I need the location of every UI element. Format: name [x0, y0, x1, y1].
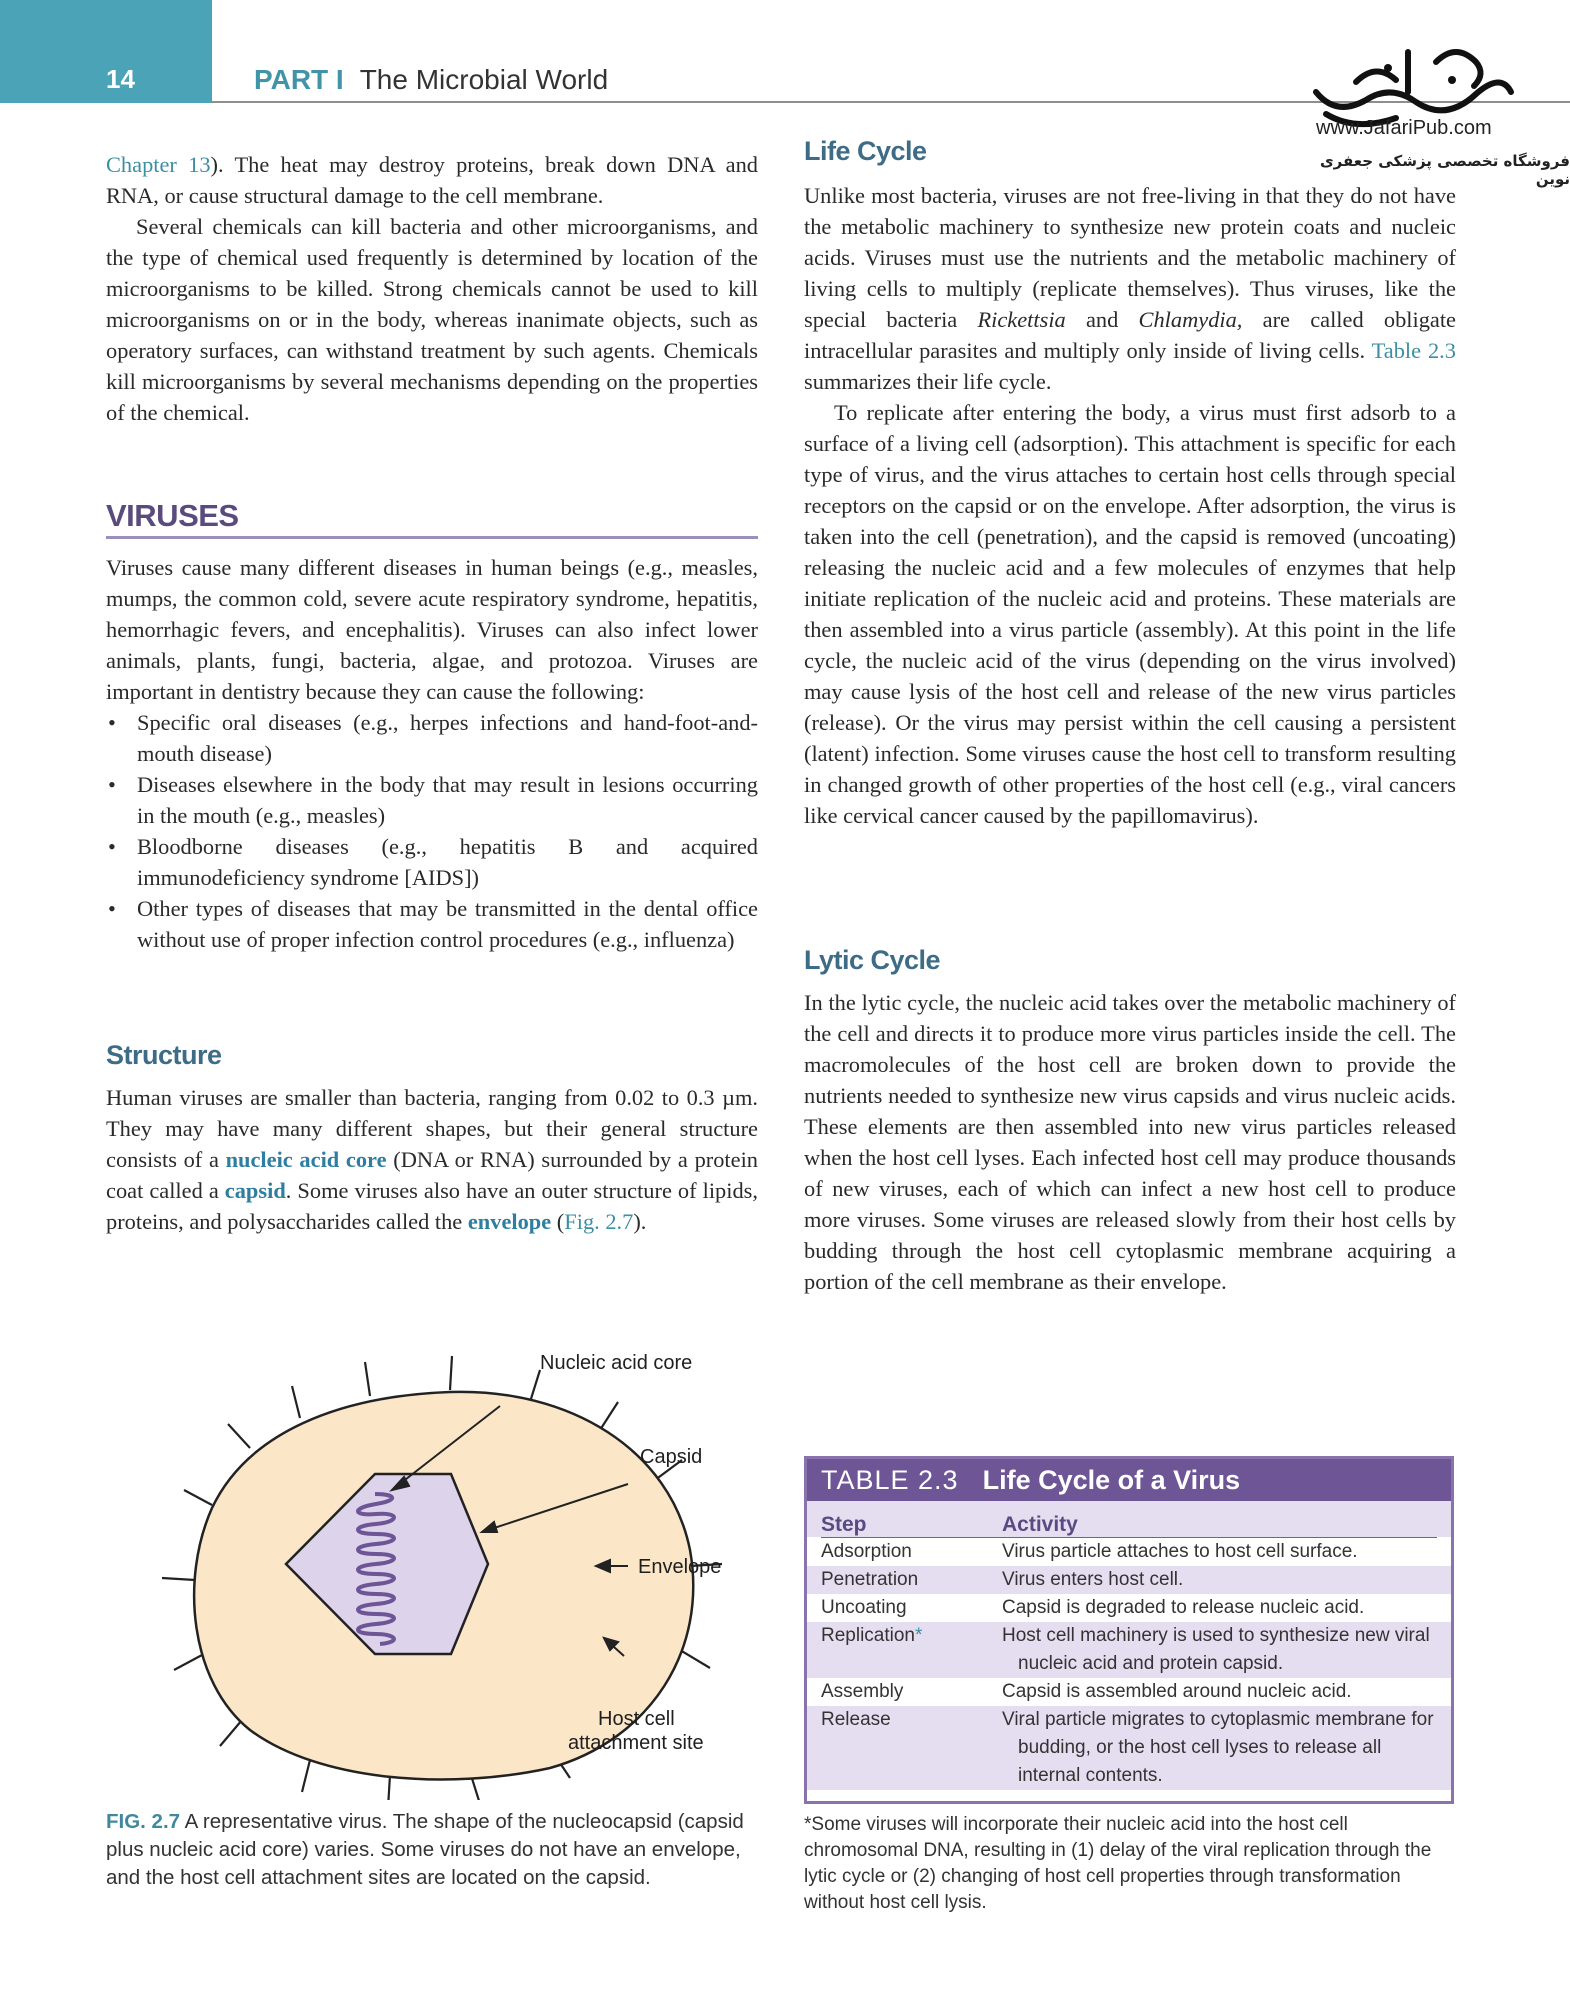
subheading-lytic-cycle: Lytic Cycle: [804, 945, 941, 975]
site-url: www.JafariPub.com: [1316, 117, 1492, 139]
table-row: Release Viral particle migrates to cytoplasmic membrane for budding, or the host cell lyses to release all internal contents.: [807, 1706, 1451, 1790]
page-number: 14: [106, 64, 135, 94]
running-head: [254, 64, 608, 96]
table-title: Life Cycle of a Virus: [982, 1464, 1241, 1495]
subheading-structure: Structure: [106, 1040, 222, 1070]
part-title: The Microbial World: [359, 64, 609, 95]
label-host-cell: Host cell: [598, 1708, 675, 1730]
footnote-marker: *: [915, 1625, 923, 1646]
paragraph: To replicate after entering the body, a virus must first adsorb to a surface of a living cell (adsorption). This attachment is specific for each type of virus, and the virus attaches to certain host cells through special receptors on the capsid or on the envelope. After adsorption, the virus is taken into the cell (penetration), and the capsid is removed (uncoating) releasing the nucleic acid and a few molecules of enzymes that help initiate replication of the nucleic acid and proteins. These materials are then assembled into a virus particle (assembly). At this point in the life cycle, the nucleic acid of the virus (depending on the virus involved) may cause lysis of the host cell and release of the new virus particles (release). Or the virus may persist within the cell causing a persistent (latent) infection. Some viruses cause the host cell to transform resulting in changed growth of other properties of the host cell (e.g., viral cancers like cervical cancer caused by the papillomavirus).: [804, 400, 1456, 828]
figure-link[interactable]: Fig. 2.7: [564, 1209, 634, 1234]
list-item: • Specific oral diseases (e.g., herpes infections and hand-foot-and-mouth disease): [106, 707, 758, 769]
left-column: [106, 149, 758, 428]
bullet-list: [106, 707, 758, 955]
paragraph: In the lytic cycle, the nucleic acid takes over the metabolic machinery of the cell and directs it to produce more virus particles inside the cell. The macromolecules of the host cell are broken down to provide the nutrients needed to synthesize new virus capsids and virus nucleic acids. These elements are then assembled into new virus particles released when the host cell lyses. Each infected host cell may produce thousands of new viruses, each of which can infect a new host cell to produce more viruses. Some viruses are released slowly from their host cells by budding through the host cell cytoplasmic membrane acquiring a portion of the cell membrane as their envelope.: [804, 990, 1456, 1294]
viruses-body: [106, 552, 758, 955]
column-header-activity: Activity: [1002, 1513, 1078, 1536]
table-number: TABLE 2.3: [821, 1464, 959, 1495]
section-heading-viruses: VIRUSES: [106, 498, 239, 533]
figure-label: FIG. 2.7: [106, 1810, 181, 1833]
table-footnote: *Some viruses will incorporate their nucleic acid into the host cell chromosomal DNA, resulting in (1) delay of the viral replication through the lytic cycle or (2) changing of host cell properties through transformation without host cell lysis.: [804, 1814, 1432, 1913]
paragraph: Viruses cause many different diseases in human beings (e.g., measles, mumps, the common cold, severe acute respiratory syndrome, hepatitis, hemorrhagic fevers, and encephalitis). Viruses can also infect lower animals, plants, fungi, bacteria, algae, and protozoa. Viruses are important in dentistry because they can cause the following:: [106, 555, 758, 704]
life-cycle-body: [804, 180, 1456, 831]
term-capsid: capsid: [224, 1178, 286, 1203]
table-row: Assembly Capsid is assembled around nucleic acid.: [821, 1681, 1352, 1702]
label-capsid: Capsid: [640, 1446, 703, 1468]
life-cycle-table: [804, 1456, 1454, 1804]
paragraph: Several chemicals can kill bacteria and other microorganisms, and the type of chemical used frequently is determined by location of the microorganisms to be killed. Strong chemicals cannot be used to kill microorganisms on or in the body, whereas inanimate objects, such as operatory surfaces, can withstand treatment by such agents. Chemicals kill microorganisms by several mechanisms depending on the properties of the chemical.: [106, 214, 758, 425]
paragraph: Human viruses are smaller than bacteria, ranging from 0.02 to 0.3 µm. They may have many different shapes, but their general structure consists of a nucleic acid core (DNA or RNA) surrounded by a protein coat called a capsid. Some viruses also have an outer structure of lipids, proteins, and polysaccharides called the envelope (Fig. 2.7).: [106, 1085, 758, 1234]
list-item: • Diseases elsewhere in the body that may result in lesions occurring in the mouth (e.g., measles): [106, 769, 758, 831]
structure-body: [106, 1082, 758, 1237]
list-item: • Other types of diseases that may be transmitted in the dental office without use of proper infection control procedures (e.g., influenza): [106, 893, 758, 955]
site-tagline: فروشگاه تخصصی پزشکی جعفری نوین: [1319, 152, 1570, 188]
table-row: Penetration Virus enters host cell.: [807, 1566, 1451, 1594]
column-header-step: Step: [821, 1513, 867, 1536]
subheading-life-cycle: Life Cycle: [804, 136, 927, 166]
table-column-headers: [807, 1501, 1451, 1537]
label-envelope: Envelope: [638, 1556, 722, 1578]
part-label: PART I: [254, 64, 344, 95]
table-row: Adsorption Virus particle attaches to host cell surface.: [821, 1541, 1358, 1562]
term-nucleic-acid-core: nucleic acid core: [225, 1147, 387, 1172]
paragraph: Unlike most bacteria, viruses are not free-living in that they do not have the metabolic machinery to synthesize new protein coats and nucleic acids. Viruses must use the nutrients and the metabolic machinery of living cells to multiply (replicate themselves). Thus viruses, like the special bacteria Rickettsia and Chlamydia, are called obligate intracellular parasites and multiply only inside of living cells. Table 2.3 summarizes their life cycle.: [804, 183, 1456, 394]
table-row: Uncoating Capsid is degraded to release nucleic acid.: [821, 1597, 1365, 1618]
chapter-link[interactable]: Chapter 13: [106, 152, 211, 177]
label-attachment-site: attachment site: [568, 1732, 704, 1754]
list-item: • Bloodborne diseases (e.g., hepatitis B and acquired immunodeficiency syndrome [AIDS]): [106, 831, 758, 893]
figure-caption: FIG. 2.7 A representative virus. The shape of the nucleocapsid (capsid plus nucleic acid core) varies. Some viruses do not have an envelope, and the host cell attachment sites are located on the capsid.: [106, 1810, 744, 1889]
lytic-cycle-body: [804, 987, 1456, 1297]
table-row: Replication* Host cell machinery is used to synthesize new viral nucleic acid and protein capsid.: [807, 1622, 1451, 1678]
label-nucleic-acid-core: Nucleic acid core: [540, 1352, 693, 1374]
term-envelope: envelope: [467, 1209, 552, 1234]
section-heading-rule: [106, 536, 758, 539]
paragraph: Chapter 13). The heat may destroy proteins, break down DNA and RNA, or cause structural damage to the cell membrane.: [106, 152, 758, 208]
table-link[interactable]: Table 2.3: [1371, 338, 1456, 363]
table-header: [807, 1459, 1451, 1501]
